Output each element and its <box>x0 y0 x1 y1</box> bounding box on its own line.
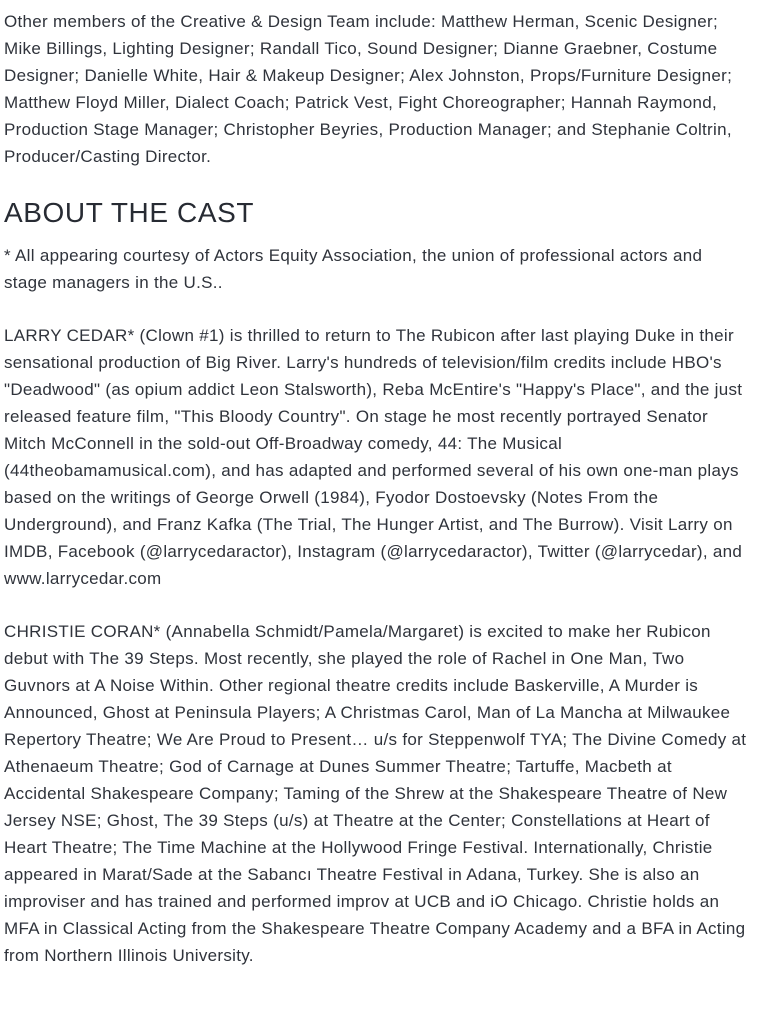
larry-cedar-bio-paragraph: LARRY CEDAR* (Clown #1) is thrilled to return to The Rubicon after last playing Duke in their sensational production of Big River. Larry's hundreds of television/film credits include HBO's "Deadwood" (as opium addict Leon Stalsworth), Reba McEntire's "Happy's Place", and the just released feature film, "This Bloody Country". On stage he most recently portrayed Senator Mitch McConnell in the sold-out Off-Broadway comedy, 44: The Musical (44theobamamusical.com), and has adapted and performed several of his own one-man plays based on the writings of George Orwell (1984), Fyodor Dostoevsky (Notes From the Underground), and Franz Kafka (The Trial, The Hunger Artist, and The Burrow). Visit Larry on IMDB, Facebook (@larrycedaractor), Instagram (@larrycedaractor), Twitter (@larrycedar), and www.larrycedar.com <box>4 326 743 588</box>
christie-coran-bio-paragraph: CHRISTIE CORAN* (Annabella Schmidt/Pamela/Margaret) is excited to make her Rubicon debut with The 39 Steps. Most recently, she played the role of Rachel in One Man, Two Guvnors at A Noise Within. Other regional theatre credits include Baskerville, A Murder is Announced, Ghost at Peninsula Players; A Christmas Carol, Man of La Mancha at Milwaukee Repertory Theatre; We Are Proud to Present… u/s for Steppenwolf TYA; The Divine Comedy at Athenaeum Theatre; God of Carnage at Dunes Summer Theatre; Tartuffe, Macbeth at Accidental Shakespeare Company; Taming of the Shrew at the Shakespeare Theatre of New Jersey NSE; Ghost, The 39 Steps (u/s) at Theatre at the Center; Constellations at Heart of Heart Theatre; The Time Machine at the Hollywood Fringe Festival. Internationally, Christie appeared in Marat/Sade at the Sabancı Theatre Festival in Adana, Turkey. She is also an improviser and has trained and performed improv at UCB and iO Chicago. Christie holds an MFA in Classical Acting from the Shakespeare Theatre Company Academy and a BFA in Acting from Northern Illinois University. <box>4 622 747 965</box>
equity-note-paragraph: * All appearing courtesy of Actors Equity Association, the union of professional actors and stage managers in the U.S.. <box>4 246 703 292</box>
about-the-cast-heading: ABOUT THE CAST <box>4 197 255 228</box>
creative-team-paragraph: Other members of the Creative & Design Team include: Matthew Herman, Scenic Designer; Mike Billings, Lighting Designer; Randall Tico, Sound Designer; Dianne Graebner, Costume Designer; Danielle White, Hair & Makeup Designer; Alex Johnston, Props/Furniture Designer; Matthew Floyd Miller, Dialect Coach; Patrick Vest, Fight Choreographer; Hannah Raymond, Production Stage Manager; Christopher Beyries, Production Manager; and Stephanie Coltrin, Producer/Casting Director. <box>4 12 733 166</box>
